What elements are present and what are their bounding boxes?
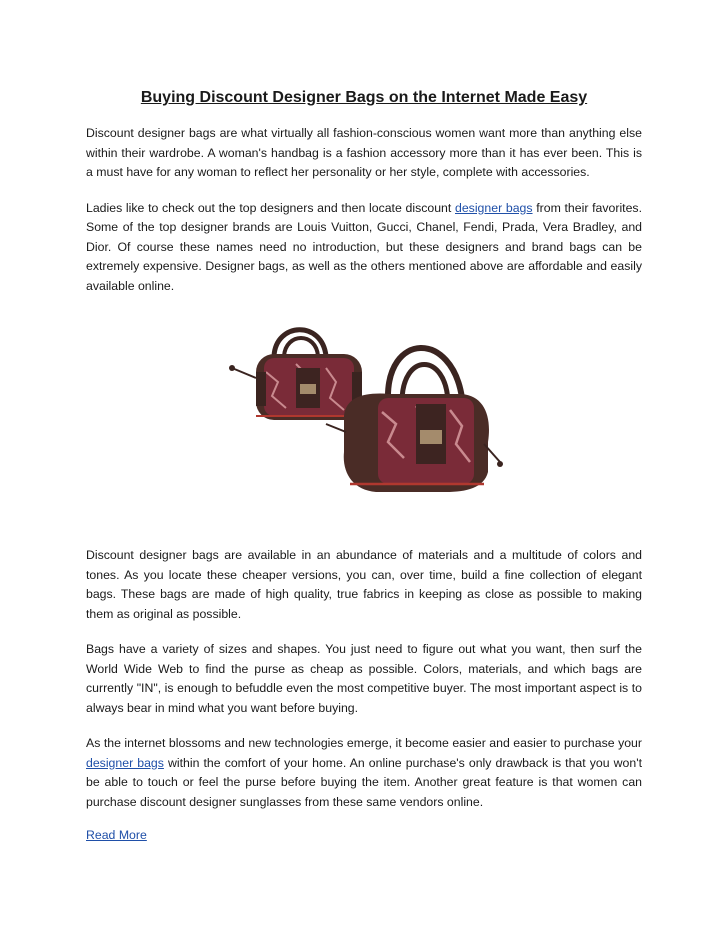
designer-bags-link-2[interactable]: designer bags [86, 755, 164, 770]
document-page [86, 88, 642, 862]
paragraph-2 [86, 199, 642, 297]
paragraph-2-before: Ladies like to check out the top designers and then locate discount [86, 200, 455, 215]
paragraph-1 [86, 124, 642, 183]
paragraph-5-after: within the comfort of your home. An online purchase's only drawback is that you won't be able to touch or feel the purse before buying the item. Another great feature is that women can purchase discount designer sunglasses from these same vendors online. [86, 755, 642, 809]
handbag-back [229, 330, 362, 420]
paragraph-1-text: Discount designer bags are what virtually all fashion-conscious women want more than anything else within their wardrobe. A woman's handbag is a fashion accessory more than it has ever been. This is a must have for any woman to reflect her personality or her style, complete with accessories. [86, 126, 642, 179]
handbags-image [86, 312, 642, 526]
paragraph-4 [86, 640, 642, 718]
designer-bags-link[interactable]: designer bags [455, 200, 533, 215]
handbags-illustration [226, 312, 506, 526]
paragraph-5-before: As the internet blossoms and new technologies emerge, it become easier and easier to purchase your [86, 736, 642, 750]
paragraph-3 [86, 546, 642, 624]
paragraph-5 [86, 734, 642, 812]
paragraph-4-text: Bags have a variety of sizes and shapes. You just need to figure out what you want, then surf the World Wide Web to find the purse as cheap as possible. Colors, materials, and which bags are currently "IN", is enough to befuddle even the most competitive buyer. The most important aspect is to always bear in mind what you want before buying. [86, 642, 642, 715]
paragraph-2-after: from their favorites. Some of the top designer brands are Louis Vuitton, Gucci, Chanel, Fendi, Prada, Vera Bradley, and Dior. Of course these names need no introduction, but these designers and brand bags can be extremely expensive. Designer bags, as well as the others mentioned above are affordable and easily available online. [86, 200, 643, 293]
read-more-paragraph [86, 826, 642, 846]
document-title: Buying Discount Designer Bags on the Internet Made Easy [140, 89, 588, 106]
paragraph-3-text: Discount designer bags are available in an abundance of materials and a multitude of colors and tones. As you locate these cheaper versions, you can, over time, build a fine collection of elegant bags. These bags are made of high quality, true fabrics in keeping as close as possible to making them as original as possible. [86, 548, 642, 621]
read-more-link[interactable]: Read More [86, 828, 147, 842]
